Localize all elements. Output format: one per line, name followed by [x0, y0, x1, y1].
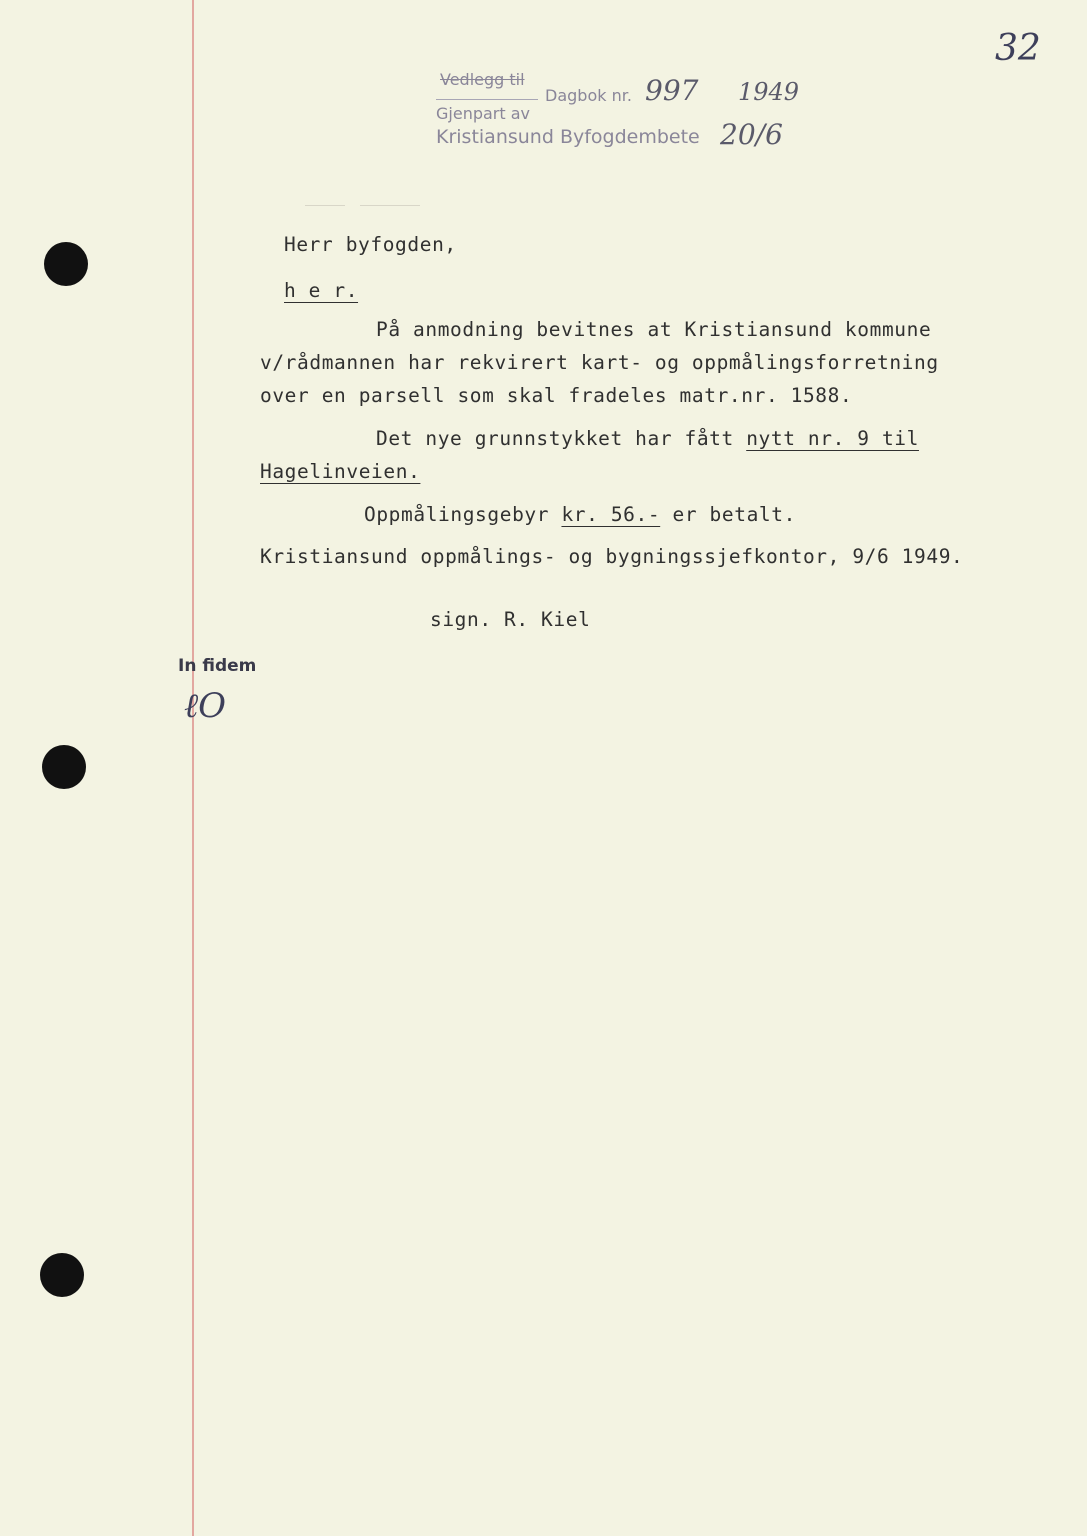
margin-line [192, 0, 194, 1536]
paragraph2-line1-text: Det nye grunnstykket har fått [376, 427, 747, 450]
handwritten-initials: ℓO [184, 686, 227, 726]
stamp-struck-line: Vedlegg til [440, 70, 525, 89]
stamp-line1-prefix: Gjenpart av [436, 104, 530, 123]
paragraph2-line1 [376, 427, 919, 450]
journal-year: 1949 [738, 78, 800, 106]
stamp-label-dagbok: Dagbok nr. [545, 86, 632, 105]
stamp-line2: Kristiansund Byfogdembete [436, 126, 700, 148]
paragraph1-line3: over en parsell som skal fradeles matr.nr. 1588. [260, 384, 853, 407]
journal-number: 997 [645, 74, 699, 107]
closing-line: Kristiansund oppmålings- og bygningssjefkontor, 9/6 1949. [260, 545, 964, 568]
fee-status: er betalt. [660, 503, 796, 526]
paragraph2-line1-underlined: nytt nr. 9 til [746, 427, 919, 450]
paragraph1-line1: På anmodning bevitnes at Kristiansund kommune [376, 318, 932, 341]
page-number: 32 [995, 28, 1041, 69]
paragraph1-line2: v/rådmannen har rekvirert kart- og oppmålingsforretning [260, 351, 939, 374]
faint-dash [360, 205, 420, 206]
punch-hole-middle [42, 745, 86, 789]
signature: sign. R. Kiel [430, 608, 591, 631]
paragraph2-line2: Hagelinveien. [260, 460, 421, 483]
stamp-date-handwritten: 20/6 [720, 118, 783, 151]
punch-hole-bottom [40, 1253, 84, 1297]
stamp-rule [436, 99, 538, 100]
fee-label: Oppmålingsgebyr [364, 503, 562, 526]
faint-dash [305, 205, 345, 206]
location-line: h e r. [284, 279, 359, 302]
fee-line [364, 503, 796, 526]
salutation: Herr byfogden, [284, 233, 457, 256]
fee-amount: kr. 56.- [561, 503, 661, 526]
in-fidem-stamp: In fidem [178, 656, 257, 676]
punch-hole-top [44, 242, 88, 286]
